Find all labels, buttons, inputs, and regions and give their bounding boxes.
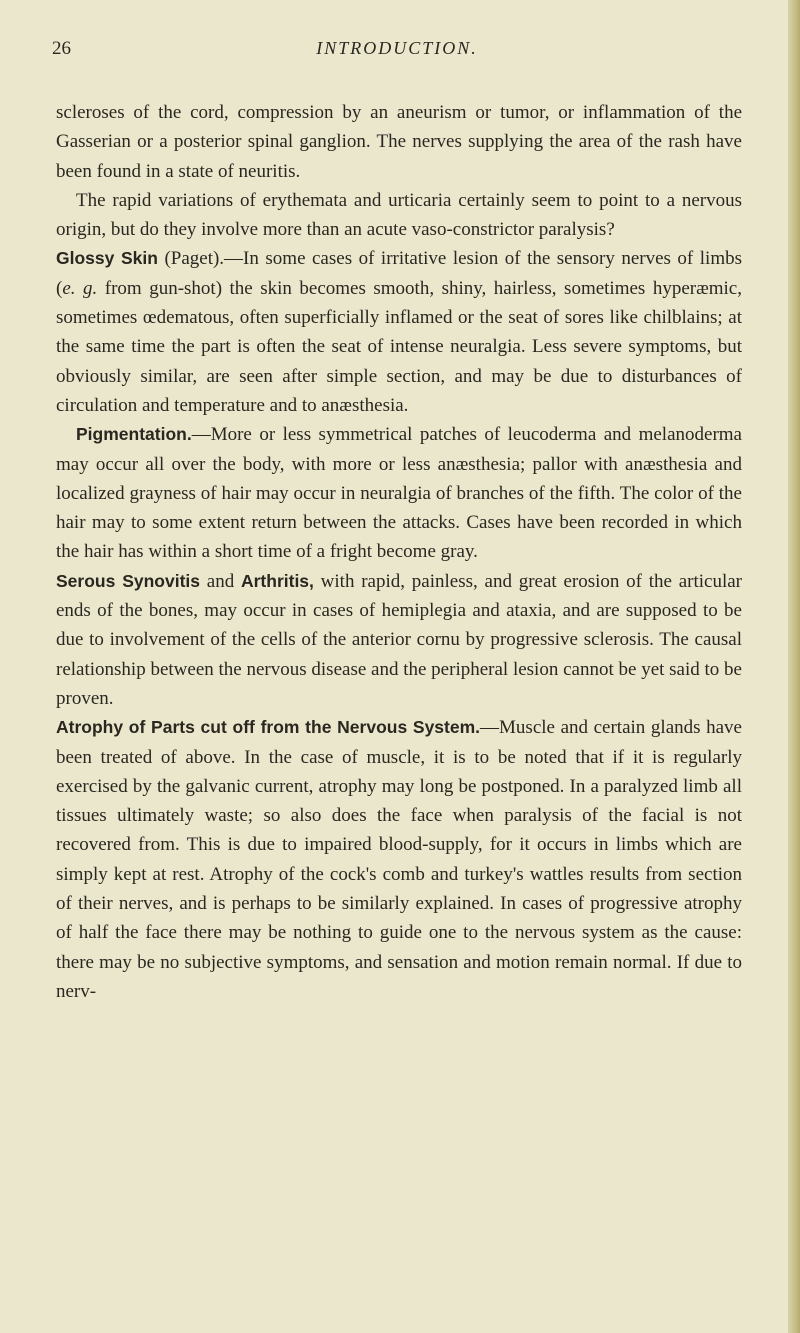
page-edge-shadow	[788, 0, 800, 1333]
paragraph-continuation: scleroses of the cord, compression by an aneurism or tumor, or inflammation of the Gasserian or a posterior spinal ganglion. The nerves supplying the area of the rash have been found in a state of neuritis.	[56, 102, 742, 182]
paragraph-synovitis	[56, 567, 742, 713]
paragraph-text: —Muscle and certain glands have been treated of above. In the case of muscle, it is to be noted that if it is regularly exercised by the galvanic current, atrophy may long be postponed. In a paralyzed limb all tissues ultimately waste; so also does the face when paralysis of the facial is not recovered from. This is due to impaired blood-supply, for it occurs in limbs which are simply kept at rest. Atrophy of the cock's comb and turkey's wattles results from section of their nerves, and is perhaps to be similarly explained. In cases of progressive atrophy of half the face there may be nothing to guide one to the nervous system as the cause: there may be no subjective symptoms, and sensation and motion remain normal. If due to nerv-	[56, 717, 742, 1002]
section-heading-arthritis: Arthritis,	[240, 570, 314, 591]
paragraph-pigmentation	[56, 420, 742, 566]
paragraph-text: from gun-shot) the skin becomes smooth, shiny, hairless, sometimes hyperæmic, sometimes œdematous, often superficially inflamed or the seat of sores like chilblains; at the same time the part is often the seat of intense neuralgia. Less severe symptoms, but obviously similar, are seen after simple section, and may be due to disturbances of circulation and temperature and to anæsthesia.	[56, 277, 742, 416]
paragraph-glossy-skin	[56, 244, 742, 420]
body-text	[56, 98, 742, 1006]
page-number: 26	[52, 38, 71, 59]
page-header	[52, 38, 742, 68]
paragraph-text: (Paget).—In some cases of irritative lesion of the sensory nerves of limbs (	[56, 248, 742, 299]
paragraph-text: with rapid, painless, and great erosion of the articular ends of the bones, may occur in cases of hemiplegia and ataxia, and are supposed to be due to involvement of the cells of the anterior cornu by progressive sclerosis. The causal relationship between the nervous disease and the peripheral lesion cannot be yet said to be proven.	[56, 570, 742, 709]
italic-abbreviation: e. g.	[62, 277, 98, 299]
paragraph-text: —More or less symmetrical patches of leucoderma and melanoderma may occur all over the body, with more or less anæsthesia; pallor with anæsthesia and localized grayness of hair may occur in neuralgia of branches of the fifth. The color of the hair may to some extent return between the attacks. Cases have been recorded in which the hair has within a short time of a fright become gray.	[56, 424, 742, 563]
section-heading-serous-synovitis: Serous Synovitis	[56, 570, 201, 591]
section-heading-pigmentation: Pigmentation.	[76, 424, 192, 445]
paragraph-text: and	[200, 570, 241, 592]
section-heading-glossy-skin: Glossy Skin	[56, 248, 158, 269]
paragraph-atrophy	[56, 713, 742, 1006]
running-head: INTRODUCTION.	[316, 38, 478, 58]
section-heading-atrophy: Atrophy of Parts cut off from the Nervous System.	[56, 717, 481, 738]
paragraph-erythemata: The rapid variations of erythemata and urticaria certainly seem to point to a nervous origin, but do they involve more than an acute vaso-constrictor paralysis?	[56, 189, 742, 241]
